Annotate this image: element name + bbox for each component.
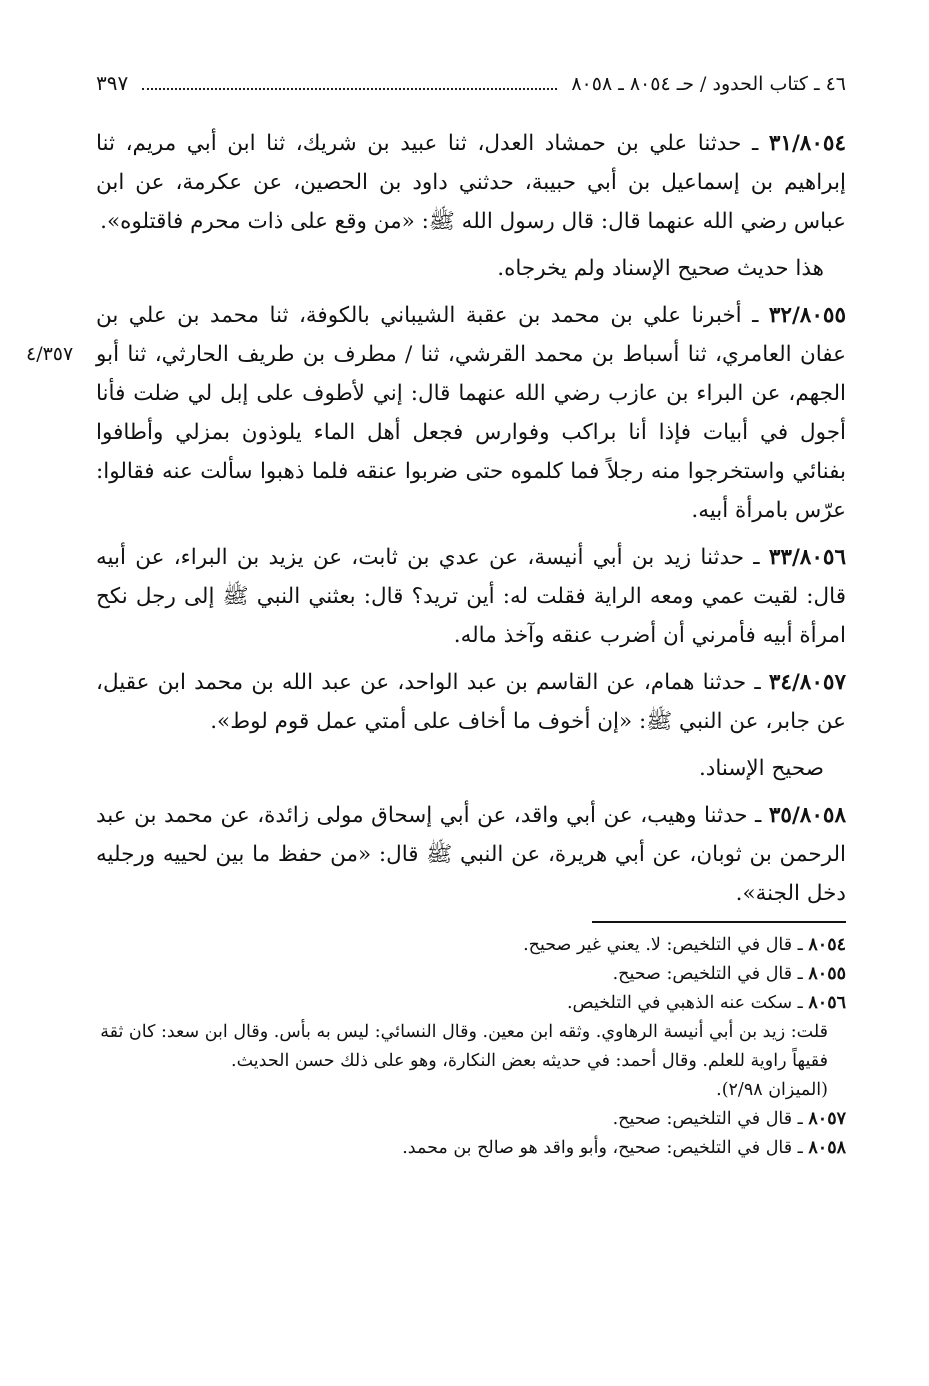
footnote-8055 — [96, 960, 846, 989]
page-number: ٣٩٧ — [96, 71, 129, 95]
hadith-text: ـ حدثنا وهيب، عن أبي واقد، عن أبي إسحاق مولى زائدة، عن محمد بن عبد الرحمن بن ثوبان، عن أبي هريرة، عن النبي ﷺ قال: «من حفظ ما بين لحييه ورجليه دخل الجنة». — [96, 803, 846, 906]
hadith-8056 — [96, 538, 846, 655]
margin-volume-page-ref: ٤/٣٥٧ — [26, 343, 74, 365]
hadith-text: ـ حدثنا همام، عن القاسم بن عبد الواحد، عن عبد الله بن محمد ابن عقيل، عن جابر، عن النبي ﷺ: «إن أخوف ما أخاف على أمتي عمل قوم لوط». — [96, 670, 846, 734]
hadith-8058 — [96, 796, 846, 913]
hadith-8054 — [96, 124, 846, 241]
grading-note: صحيح الإسناد. — [698, 756, 824, 781]
footnote-citation: (الميزان ٢/٩٨). — [716, 1080, 828, 1100]
hadith-number: ٣٣/٨٠٥٦ — [768, 545, 846, 570]
hadith-number: ٣١/٨٠٥٤ — [768, 131, 846, 156]
footnote-number: ٨٠٥٤ — [808, 935, 846, 955]
footnote-8058 — [96, 1134, 846, 1163]
dotted-leader — [142, 62, 557, 90]
hadith-number: ٣٢/٨٠٥٥ — [768, 303, 846, 328]
footnote-number: ٨٠٥٧ — [808, 1109, 846, 1129]
footnote-text: ـ سكت عنه الذهبي في التلخيص. — [566, 993, 803, 1013]
footnote-8056 — [96, 989, 846, 1018]
hadith-text: ـ أخبرنا علي بن محمد بن عقبة الشيباني بالكوفة، ثنا محمد بن علي بن عفان العامري، ثنا أسباط بن محمد القرشي، ثنا / مطرف بن طريف الحارثي، ثنا أبو الجهم، عن البراء بن عازب رضي الله عنهما قال: إني لأطوف على إبل لي ضلت فأنا أجول في أبيات فإذا أنا براكب وفوارس فجعل أهل الماء يلوذون بمزلي وأطافوا بفنائي واستخرجوا منه رجلاً فما كلموه حتى ضربوا عنقه فلما ذهبوا سألت عنه فقالوا: عرّس بامرأة أبيه. — [96, 303, 846, 523]
footnote-separator — [592, 921, 846, 923]
footnote-commentary: قلت: زيد بن أبي أنيسة الرهاوي. وثقه ابن معين. وقال النسائي: ليس به بأس. وقال ابن سعد: كان ثقة فقيهاً راوية للعلم. وقال أحمد: في حديثه بعض النكارة، وهو على ذلك حسن الحديث. — [100, 1022, 828, 1071]
footnote-text: ـ قال في التلخيص: لا. يعني غير صحيح. — [523, 935, 803, 955]
footnote-text: ـ قال في التلخيص: صحيح. — [612, 1109, 803, 1129]
footnote-number: ٨٠٥٦ — [808, 993, 846, 1013]
hadith-number: ٣٥/٨٠٥٨ — [768, 803, 846, 828]
footnote-number: ٨٠٥٥ — [808, 964, 846, 984]
main-text — [26, 124, 847, 913]
hadith-text: ـ حدثنا علي بن حمشاد العدل، ثنا عبيد بن شريك، ثنا ابن أبي مريم، ثنا إبراهيم بن إسماعيل بن أبي حبيبة، حدثني داود بن الحصين، عن عكرمة، عن ابن عباس رضي الله عنهما قال: قال رسول الله ﷺ: «من وقع على ذات محرم فاقتلوه». — [96, 131, 847, 234]
running-title: ٤٦ ـ كتاب الحدود / حـ ٨٠٥٤ ـ ٨٠٥٨ — [571, 73, 846, 95]
page — [26, 62, 847, 1163]
footnote-8054 — [96, 931, 846, 960]
footnote-number: ٨٠٥٨ — [808, 1138, 846, 1158]
page-header — [96, 62, 846, 102]
footnote-text: ـ قال في التلخيص: صحيح، وأبو واقد هو صالح بن محمد. — [402, 1138, 803, 1158]
hadith-number: ٣٤/٨٠٥٧ — [768, 670, 846, 695]
footnotes — [96, 931, 846, 1163]
hadith-8057 — [96, 663, 846, 741]
footnote-text: ـ قال في التلخيص: صحيح. — [612, 964, 803, 984]
footnote-8057 — [96, 1105, 846, 1134]
hadith-8055 — [26, 296, 846, 530]
hadith-text: ـ حدثنا زيد بن أبي أنيسة، عن عدي بن ثابت، عن يزيد بن البراء، عن أبيه قال: لقيت عمي ومعه الراية فقلت له: أين تريد؟ قال: بعثني النبي ﷺ إلى رجل نكح امرأة أبيه فأمرني أن أضرب عنقه وآخذ ماله. — [96, 545, 846, 648]
grading-note: هذا حديث صحيح الإسناد ولم يخرجاه. — [497, 256, 824, 281]
